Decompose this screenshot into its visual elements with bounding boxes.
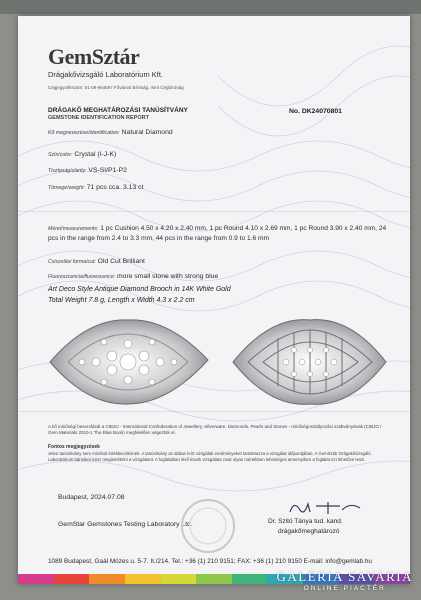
embossed-seal-icon xyxy=(178,496,238,556)
watermark-sub: ONLINE PIACTÉR xyxy=(303,585,386,592)
field-cut xyxy=(48,258,145,265)
field-value: Old Cut Brilliant xyxy=(97,258,145,265)
certificate-title-en: GEMSTONE IDENTIFICATION REPORT xyxy=(48,115,149,121)
item-description: Art Deco Style Antique Diamond Brooch in 14K White Gold xyxy=(48,286,231,293)
signature-icon xyxy=(280,496,370,518)
field-clarity xyxy=(48,167,127,174)
certificate-number: No. DK24070801 xyxy=(289,108,342,115)
field-value: 71 pcs cca. 3.13 ct xyxy=(86,184,144,191)
field-measurements xyxy=(48,224,388,243)
grading-standard-note: A kő minőségi besorolását a CIBJO - International Confederation of Jewellery, Silverware, Diamonds, Pearls and Stones - minőségosztályozási szabványának (CIBJO / Gem Materials 2010-1 The Blue Book) megfelelően végeztük el. xyxy=(48,424,382,435)
lab-name: GemStar Gemstones Testing Laboratory Ltd. xyxy=(58,521,193,528)
field-label: Tömege/weight: xyxy=(48,185,85,191)
brooch-front-photo xyxy=(50,320,208,404)
issue-date: Budapest, 2024.07.08 xyxy=(58,494,125,501)
spectrum-segment xyxy=(196,574,232,584)
signer-title: drágakőmeghatározó xyxy=(278,528,340,535)
field-value: more small stone with strong blue xyxy=(117,273,219,280)
field-color xyxy=(48,151,116,158)
important-notes-title: Fontos megjegyzések xyxy=(48,444,100,450)
field-fluorescence xyxy=(48,273,218,280)
field-label: Méret/measurements: xyxy=(48,226,99,232)
field-label: Tisztaság/clarity: xyxy=(48,168,87,174)
spectrum-segment xyxy=(18,574,54,584)
brooch-photos xyxy=(48,312,388,412)
field-label: Csiszolási forma/cut: xyxy=(48,259,96,265)
item-weight-size: Total Weight 7.8 g, Length x Width 4.3 x 2.2 cm xyxy=(48,297,195,304)
brooch-back-photo xyxy=(233,320,386,405)
field-identification xyxy=(48,129,173,136)
field-label: Kő megnevezése/identification: xyxy=(48,130,120,136)
watermark xyxy=(276,569,413,592)
lab-logo xyxy=(48,44,248,84)
spectrum-segment xyxy=(125,574,161,584)
field-value: Natural Diamond xyxy=(121,129,173,136)
important-notes-text: Jelen tanúsítvány nem minősül értékbecslésnek. A tanúsítvány az abban leírt vizsgálati eredményeket tartalmazza a vizsgálat időpontjában. A GemSztár Drágakővizsgáló Laboratórium bármikor kész megismételni a vizsgálatot. A foglalatban lévő kövek vizsgálata csak olyan mértékben lehetséges amennyiben a foglalat ezt lehetővé teszi. xyxy=(48,451,371,462)
spectrum-segment xyxy=(89,574,125,584)
field-value: Crystal (I-J-K) xyxy=(74,151,117,158)
signer-name: Dr. Szitó Tánya tud. kand. xyxy=(268,518,343,525)
watermark-main: GALÉRIA SAVARIA xyxy=(276,569,413,584)
spectrum-segment xyxy=(232,574,268,584)
logo-brand: GemSztár xyxy=(48,44,140,69)
certificate-paper xyxy=(18,16,410,584)
field-value: VS-SI/P1-P2 xyxy=(88,167,127,174)
lab-address-footer: 1089 Budapest, Gaál Mózes u. 5-7. II./214. Tel.: +36 (1) 210 9151; FAX: +36 (1) 210 9150 E-mail: info@gemlab.hu xyxy=(48,558,372,565)
field-weight xyxy=(48,184,143,191)
spectrum-segment xyxy=(161,574,197,584)
registry-number: Cégjegyzékszám: 01-09-964697 Fővárosi Bíróság, mint Cégbíróság xyxy=(48,85,184,90)
spectrum-segment xyxy=(54,574,90,584)
certificate-title-hu: DRÁGAKŐ MEGHATÁROZÁSI TANÚSÍTVÁNY xyxy=(48,107,188,114)
fold-line-top xyxy=(18,211,410,212)
field-label: Szín/color: xyxy=(48,152,73,158)
field-value: 1 pc Cushion 4.50 x 4.20 x 2.40 mm, 1 pc Round 4.10 x 2.69 mm, 1 pc Round 3.90 x 2.40 mm, 24 pcs in the range from 2.4 to 3.3 mm, 44 pcs in the range from 0.9 to 1.6 mm xyxy=(48,225,387,242)
top-background-strip xyxy=(0,0,421,14)
field-label: Fluoreszcencia/fluorescence: xyxy=(48,274,116,280)
logo-subtitle: Drágakővizsgáló Laboratórium Kft. xyxy=(48,70,164,79)
